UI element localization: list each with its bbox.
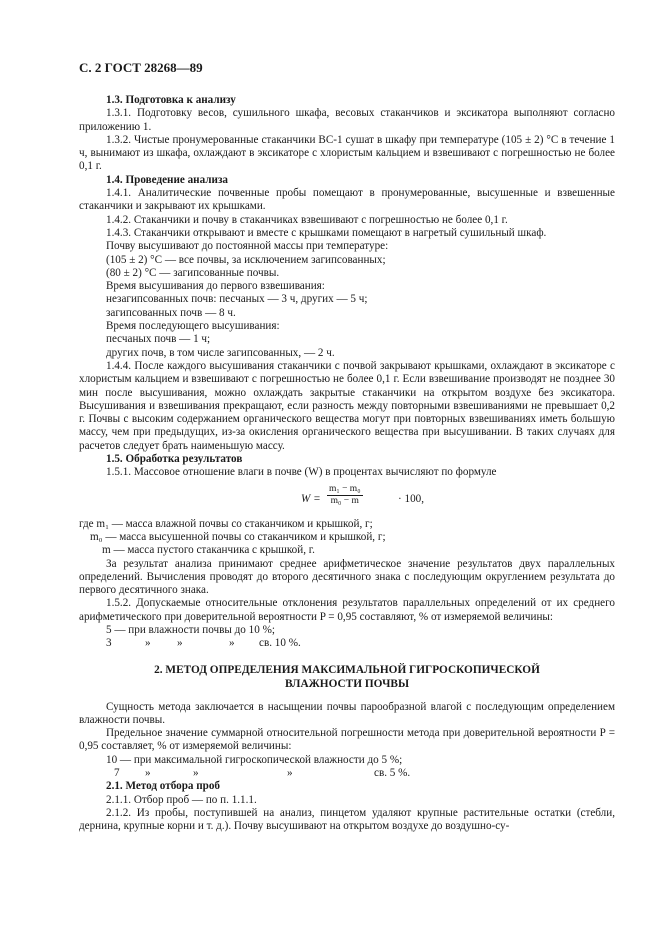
gypsum-time: загипсованных почв — 8 ч. [106,306,236,319]
para-1-4-2: 1.4.2. Стаканчики и почву в стаканчиках взвешивают с погрешностью не более 0,1 г. [106,213,508,226]
non-gypsum-time: незагипсованных почв: песчаных — 3 ч, других — 5 ч; [106,293,368,306]
definition-m1: где m₁ — масса влажной почвы со стаканчиком и крышкой, г; [79,517,373,530]
sandy-time: песчаных почв — 1 ч; [106,333,211,346]
section-1-4-heading: 1.4. Проведение анализа [106,173,228,186]
ditto-mark: » [193,767,199,780]
formula-fraction [327,484,363,507]
error-row-1: 10 — при максимальной гигроскопической влажности до 5 %; [106,753,403,766]
first-drying-time: Время высушивания до первого взвешивания: [106,280,325,293]
ditto-mark: » [145,637,151,650]
temperature-105: (105 ± 2) °С — все почвы, за исключением загипсованных; [106,253,386,266]
ditto-mark: » [287,767,293,780]
formula-lhs: W = [301,492,321,505]
formula-numerator: m₁ − m₀ [329,483,361,494]
definition-m0: m₀ — масса высушенной почвы со стаканчиком и крышкой, г; [90,530,386,543]
section-2-title-line-1: 2. МЕТОД ОПРЕДЕЛЕНИЯ МАКСИМАЛЬНОЙ ГИГРОСКОПИЧЕСКОЙ [154,663,540,676]
page-header: С. 2 ГОСТ 28268—89 [79,60,203,75]
para-1-3-1: 1.3.1. Подготовку весов, сушильного шкафа, весовых стаканчиков и эксикатора выполняют согласно приложению 1. [79,107,615,133]
ditto-mark: » [145,767,151,780]
definition-m: m — масса пустого стаканчика с крышкой, г. [102,544,315,557]
main-text [79,94,615,834]
result-paragraph: За результат анализа принимают среднее арифметическое значение результатов двух параллельных определений. Вычисления проводят до второго десятичного знака с последующим округлением результата до первого десятичного знака. [79,557,615,597]
section-2-title [79,663,615,691]
para-1-5-2: 1.5.2. Допускаемые относительные отклонения результатов параллельных определений от их среднего арифметического при доверительной вероятности P = 0,95 составляют, % от измеряемой величины: [79,597,615,623]
para-1-4-3: 1.4.3. Стаканчики открывают и вместе с крышками помещают в нагретый сушильный шкаф. [106,226,547,239]
next-drying-time: Время последующего высушивания: [106,320,280,333]
error-limit: Предельное значение суммарной относительной погрешности метода при доверительной вероятности P = 0,95 составляет, % от измеряемой величины: [79,727,615,753]
ditto-mark: » [177,637,183,650]
section-1-5-heading: 1.5. Обработка результатов [106,453,243,466]
para-1-4-4: 1.4.4. После каждого высушивания стаканчики с почвой закрывают крышками, охлаждают в эксикаторе с хлористым кальцием и взвешивают с погрешностью не более 0,1 г. Если взвешивание производят не позднее 30 мин после высушивания, можно охлаждать закрытые стаканчики на открытом воздухе без эксикатора. Высушивания и взвешивания прекращают, если разность между повторными взвешиваниями не превышает 0,2 г. Почвы с высоким содержанием органического вещества могут при повторных взвешиваниях иметь большую массу, чем при предыдущих, из-за окисления органического вещества при высушивании. В таких случаях для расчетов следует брать наименьшую массу. [79,359,615,452]
section-2-title-line-2: ВЛАЖНОСТИ ПОЧВЫ [284,677,410,690]
error-condition: св. 5 %. [374,767,411,780]
tolerance-row-2 [79,637,615,650]
tolerance-value: 3 [106,637,112,650]
drying-temperature-line: Почву высушивают до постоянной массы при температуре: [106,240,389,253]
ditto-mark: » [229,637,235,650]
para-1-3-2: 1.3.2. Чистые пронумерованные стаканчики ВС-1 сушат в шкафу при температуре (105 ± 2) °С в течение 1 ч, вынимают из шкафа, охлаждают в эксикаторе с хлористым кальцием и взвешивают с погрешностью не более 0,1 г. [79,133,615,173]
method-essence: Сущность метода заключается в насыщении почвы парообразной влагой с последующим определением влажности почвы. [79,700,615,726]
para-2-1-1: 2.1.1. Отбор проб — по п. 1.1.1. [106,793,257,806]
formula-denominator: m₀ − m [330,495,359,506]
para-2-1-2: 2.1.2. Из пробы, поступившей на анализ, пинцетом удаляют крупные растительные остатки (стебли, дернина, крупные корни и т. д.). Почву высушивают на открытом воздухе до воздушно-су- [79,806,615,833]
moisture-formula [79,480,615,518]
section-2-1-heading: 2.1. Метод отбора проб [106,780,221,793]
para-1-4-1: 1.4.1. Аналитические почвенные пробы помещают в пронумерованные, высушенные и взвешенные стаканчики и закрывают их крышками. [79,187,615,213]
section-1-3-heading: 1.3. Подготовка к анализу [106,94,236,106]
tolerance-condition: св. 10 %. [259,637,301,650]
para-1-5-1: 1.5.1. Массовое отношение влаги в почве (W) в процентах вычисляют по формуле [106,466,497,479]
error-value: 7 [114,767,120,780]
temperature-80: (80 ± 2) °С — загипсованные почвы. [106,266,280,279]
formula-tail: · 100, [398,492,424,505]
error-row-2 [79,767,615,780]
other-time: других почв, в том числе загипсованных, — 2 ч. [106,346,335,359]
tolerance-row-1: 5 — при влажности почвы до 10 %; [106,623,275,636]
